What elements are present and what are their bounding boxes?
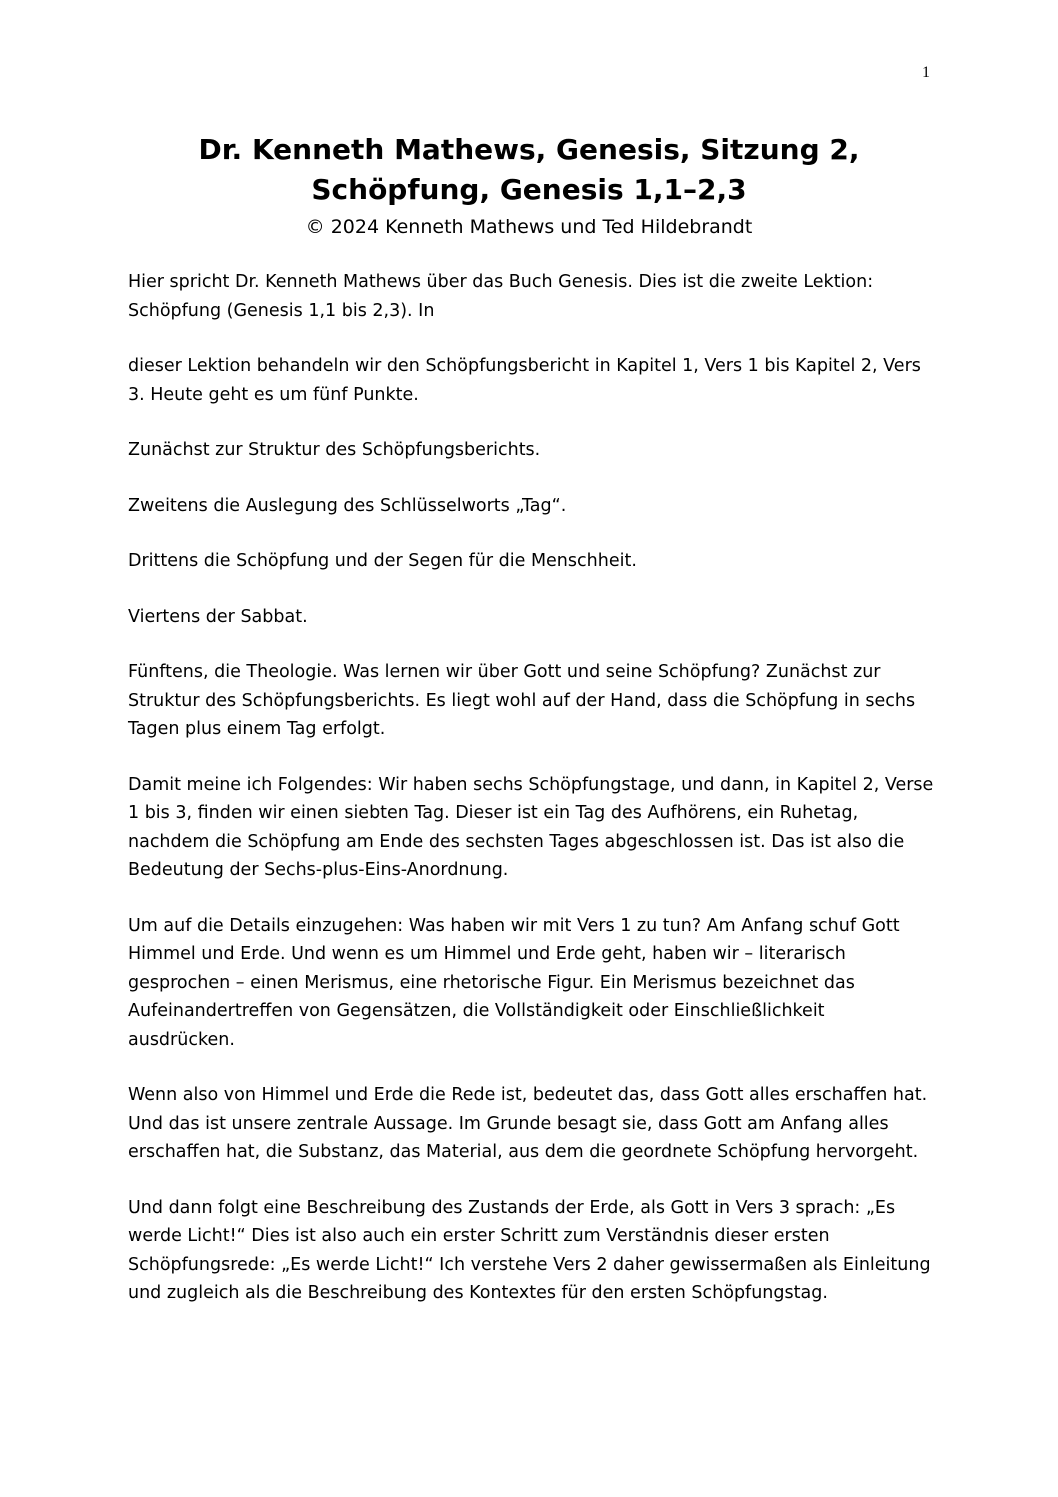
paragraph: Zweitens die Auslegung des Schlüsselworts „Tag“. bbox=[128, 495, 567, 516]
page-number: 1 bbox=[922, 64, 930, 81]
paragraph: Wenn also von Himmel und Erde die Rede ist, bedeutet das, dass Gott alles erschaffen hat. Und das ist unsere zentrale Aussage. Im Grunde besagt sie, dass Gott am Anfang alles erschaffen hat, die Substanz, das Material, aus dem die geordnete Schöpfung hervorgeht. bbox=[128, 1085, 928, 1162]
document-title-line-2: Schöpfung, Genesis 1,1–2,3 bbox=[311, 173, 747, 206]
paragraph: Damit meine ich Folgendes: Wir haben sechs Schöpfungstage, und dann, in Kapitel 2, Verse 1 bis 3, finden wir einen siebten Tag. Dieser ist ein Tag des Aufhörens, ein Ruhetag, nachdem die Schöpfung am Ende des sechsten Tages abgeschlossen ist. Das ist also die Bedeutung der Sechs-plus-Eins-Anordnung. bbox=[128, 774, 934, 880]
paragraph: Fünftens, die Theologie. Was lernen wir über Gott und seine Schöpfung? Zunächst zur Struktur des Schöpfungsberichts. Es liegt wohl auf der Hand, dass die Schöpfung in sechs Tagen plus einem Tag erfolgt. bbox=[128, 662, 916, 739]
paragraph: Hier spricht Dr. Kenneth Mathews über das Buch Genesis. Dies ist die zweite Lektion: Schöpfung (Genesis 1,1 bis 2,3). In bbox=[128, 272, 874, 321]
document-header bbox=[0, 130, 1058, 242]
paragraph: Zunächst zur Struktur des Schöpfungsberichts. bbox=[128, 440, 541, 460]
paragraph: dieser Lektion behandeln wir den Schöpfungsbericht in Kapitel 1, Vers 1 bis Kapitel 2, Vers 3. Heute geht es um fünf Punkte. bbox=[128, 356, 921, 405]
paragraph: Und dann folgt eine Beschreibung des Zustands der Erde, als Gott in Vers 3 sprach: „Es werde Licht!“ Dies ist also auch ein erster Schritt zum Verständnis dieser ersten Schöpfungsrede: „Es werde Licht!“ Ich verstehe Vers 2 daher gewissermaßen als Einleitung und zugleich als die Beschreibung des Kontextes für den ersten Schöpfungstag. bbox=[128, 1197, 931, 1303]
paragraph: Um auf die Details einzugehen: Was haben wir mit Vers 1 zu tun? Am Anfang schuf Gott Himmel und Erde. Und wenn es um Himmel und Erde geht, haben wir – literarisch gesprochen – einen Merismus, eine rhetorische Figur. Ein Merismus bezeichnet das Aufeinandertreffen von Gegensätzen, die Vollständigkeit oder Einschließlichkeit ausdrücken. bbox=[128, 915, 900, 1050]
copyright-notice: © 2024 Kenneth Mathews und Ted Hildebrandt bbox=[305, 216, 753, 238]
document-title-line-1: Dr. Kenneth Mathews, Genesis, Sitzung 2, bbox=[198, 133, 860, 166]
document-body bbox=[128, 268, 936, 1335]
paragraph: Viertens der Sabbat. bbox=[128, 606, 308, 627]
paragraph: Drittens die Schöpfung und der Segen für die Menschheit. bbox=[128, 551, 637, 571]
